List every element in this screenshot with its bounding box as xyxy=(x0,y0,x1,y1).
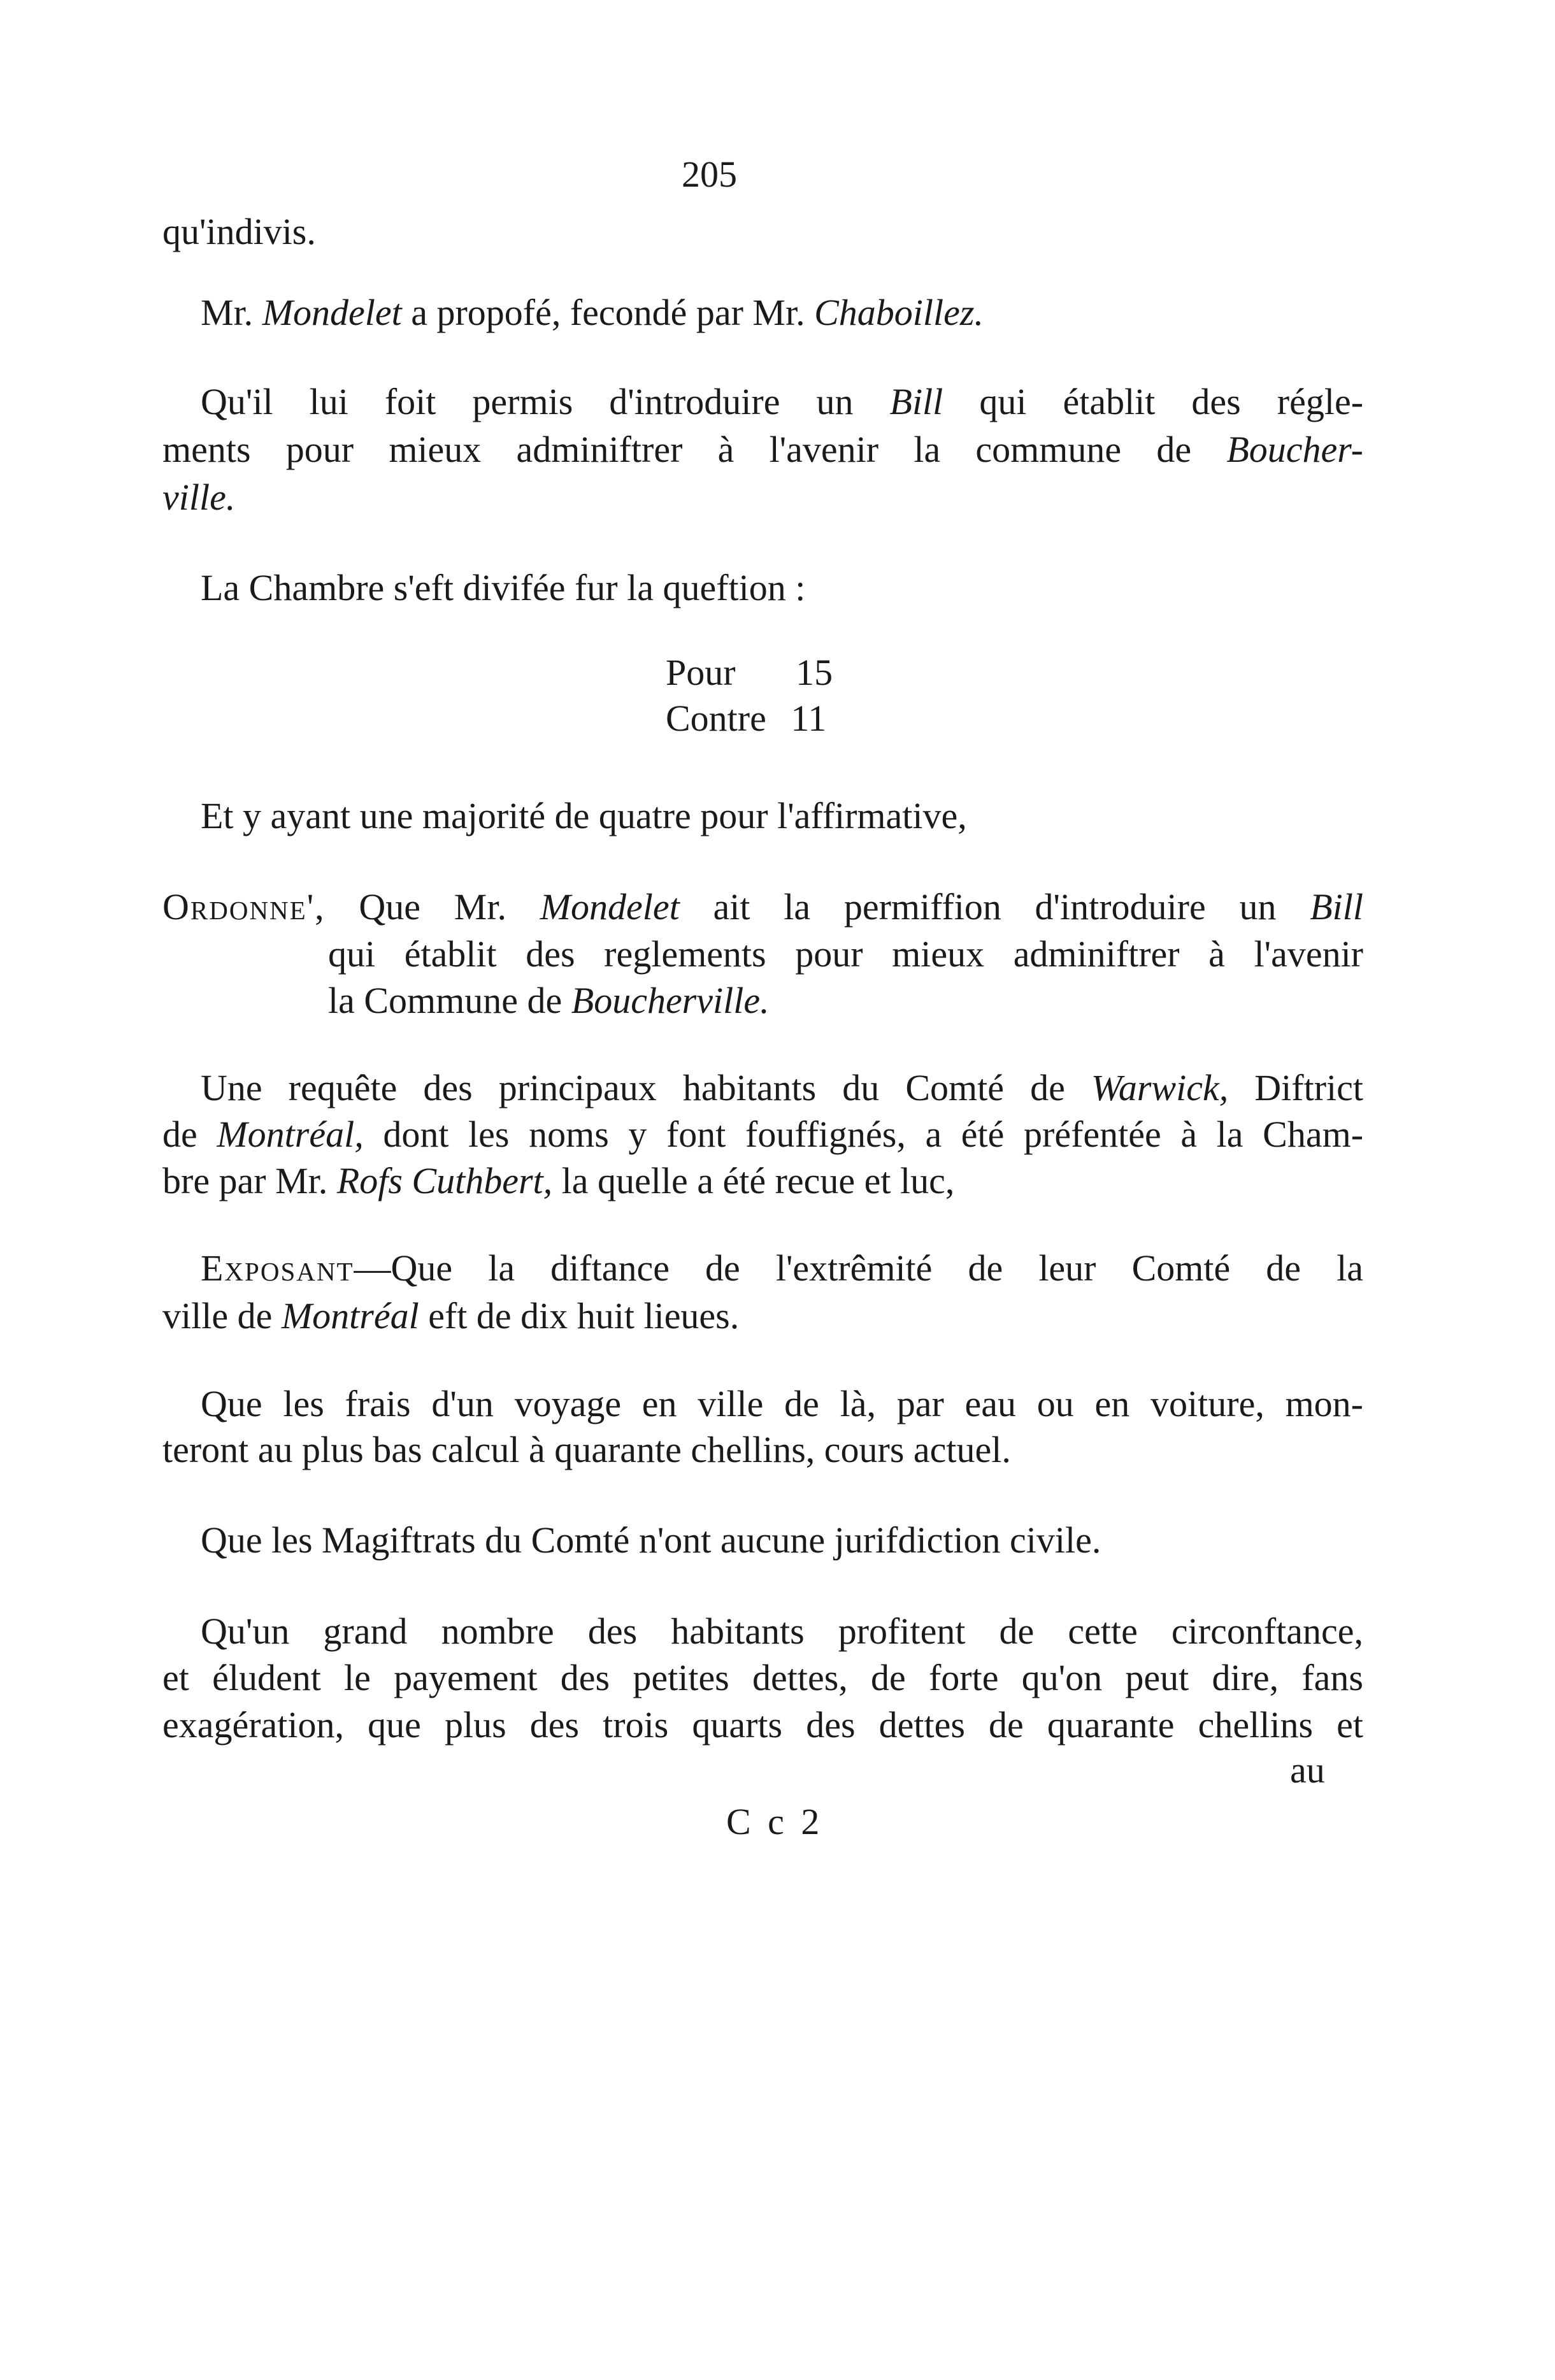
order-line-2 xyxy=(328,931,1363,977)
motion-seconder: Chaboillez. xyxy=(814,292,984,333)
order-place: Boucherville. xyxy=(571,980,770,1021)
division-line: La Chambre s'eft divifée fur la queftion : xyxy=(201,567,806,608)
vote-pour-count: 15 xyxy=(796,652,833,693)
request-line-1 xyxy=(201,379,1363,425)
vote-contre-label: Contre xyxy=(666,698,766,739)
order-line-1 xyxy=(162,884,1363,930)
exposant-head: Exposant xyxy=(201,1247,354,1289)
majority-line: Et y ayant une majorité de quatre pour l'affirmative, xyxy=(201,795,967,836)
catchword: au xyxy=(1290,1749,1325,1791)
costs-l1: Que les frais d'un voyage en ville de là, par eau ou en voiture, mon- xyxy=(201,1383,1363,1424)
order-l1a: Que Mr. xyxy=(359,886,506,928)
debts-line-1 xyxy=(201,1609,1363,1654)
request-l2a: ments pour mieux adminiftrer à l'avenir la commune de xyxy=(162,429,1192,470)
costs-line-2: teront au plus bas calcul à quarante chellins, cours actuel. xyxy=(162,1429,1011,1470)
request-bill: Bill xyxy=(889,381,943,422)
petition-district: Montréal, xyxy=(217,1114,364,1155)
debts-l1: Qu'un grand nombre des habitants profitent de cette circonftance, xyxy=(201,1610,1363,1652)
debts-l3: exagération, que plus des trois quarts des dettes de quarante chellins et xyxy=(162,1704,1363,1746)
request-l1: Qu'il lui foit permis d'introduire un xyxy=(201,381,854,422)
request-line-2 xyxy=(162,427,1363,473)
motion-mover: Mondelet xyxy=(262,292,402,333)
motion-mid: a propofé, fecondé par Mr. xyxy=(411,292,805,333)
petition-l1b: Diftrict xyxy=(1254,1067,1364,1108)
exposant-city: Montréal xyxy=(281,1295,419,1337)
exposant-line-1 xyxy=(201,1245,1363,1291)
vote-pour xyxy=(666,650,833,696)
page-number: 205 xyxy=(682,154,737,195)
petition-l2b: dont les noms y font fouffignés, a été préfentée à la Cham- xyxy=(383,1114,1364,1155)
order-l2: qui établit des reglements pour mieux adminiftrer à l'avenir xyxy=(328,933,1363,975)
exposant-l1: —Que la diftance de l'extrêmité de leur Comté de la xyxy=(354,1247,1363,1289)
order-l3a: la Commune de xyxy=(328,980,563,1021)
order-l1b: ait la permiffion d'introduire un xyxy=(713,886,1277,928)
order-line-3 xyxy=(328,978,770,1024)
request-l1b: qui établit des régle- xyxy=(979,381,1364,422)
petition-line-3 xyxy=(162,1158,954,1204)
request-line-3 xyxy=(162,475,235,520)
exposant-l2b: eft de dix huit lieues. xyxy=(428,1295,740,1337)
order-head: Ordonne', xyxy=(162,886,326,928)
exposant-line-2 xyxy=(162,1293,739,1339)
petition-l3a: bre par Mr. xyxy=(162,1160,328,1201)
petition-l3b: la quelle a été recue et luc, xyxy=(561,1160,955,1201)
debts-l2: et éludent le payement des petites dettes, de forte qu'on peut dire, fans xyxy=(162,1657,1363,1698)
debts-line-2 xyxy=(162,1655,1363,1701)
paragraph-opening-fragment: qu'indivis. xyxy=(162,211,316,252)
request-l3: ville. xyxy=(162,477,236,518)
petition-county: Warwick, xyxy=(1091,1067,1229,1108)
exposant-l2a: ville de xyxy=(162,1295,273,1337)
petition-member: Rofs Cuthbert, xyxy=(336,1160,553,1201)
petition-line-1 xyxy=(201,1065,1363,1111)
petition-l2a: de xyxy=(162,1114,197,1155)
order-bill: Bill xyxy=(1310,886,1364,928)
vote-pour-label: Pour xyxy=(666,652,736,693)
petition-l1a: Une requête des principaux habitants du Comté de xyxy=(201,1067,1065,1108)
vote-contre xyxy=(666,696,826,742)
petition-line-2 xyxy=(162,1112,1363,1158)
request-l2b: Boucher- xyxy=(1226,429,1363,470)
order-mover: Mondelet xyxy=(540,886,680,928)
motion-mr: Mr. xyxy=(201,292,254,333)
vote-contre-count: 11 xyxy=(791,698,827,739)
debts-line-3 xyxy=(162,1702,1363,1748)
magistrates-line: Que les Magiftrats du Comté n'ont aucune jurifdiction civile. xyxy=(201,1519,1101,1561)
costs-line-1 xyxy=(201,1381,1363,1427)
motion-line xyxy=(201,290,984,336)
signature-mark: C c 2 xyxy=(726,1801,824,1842)
